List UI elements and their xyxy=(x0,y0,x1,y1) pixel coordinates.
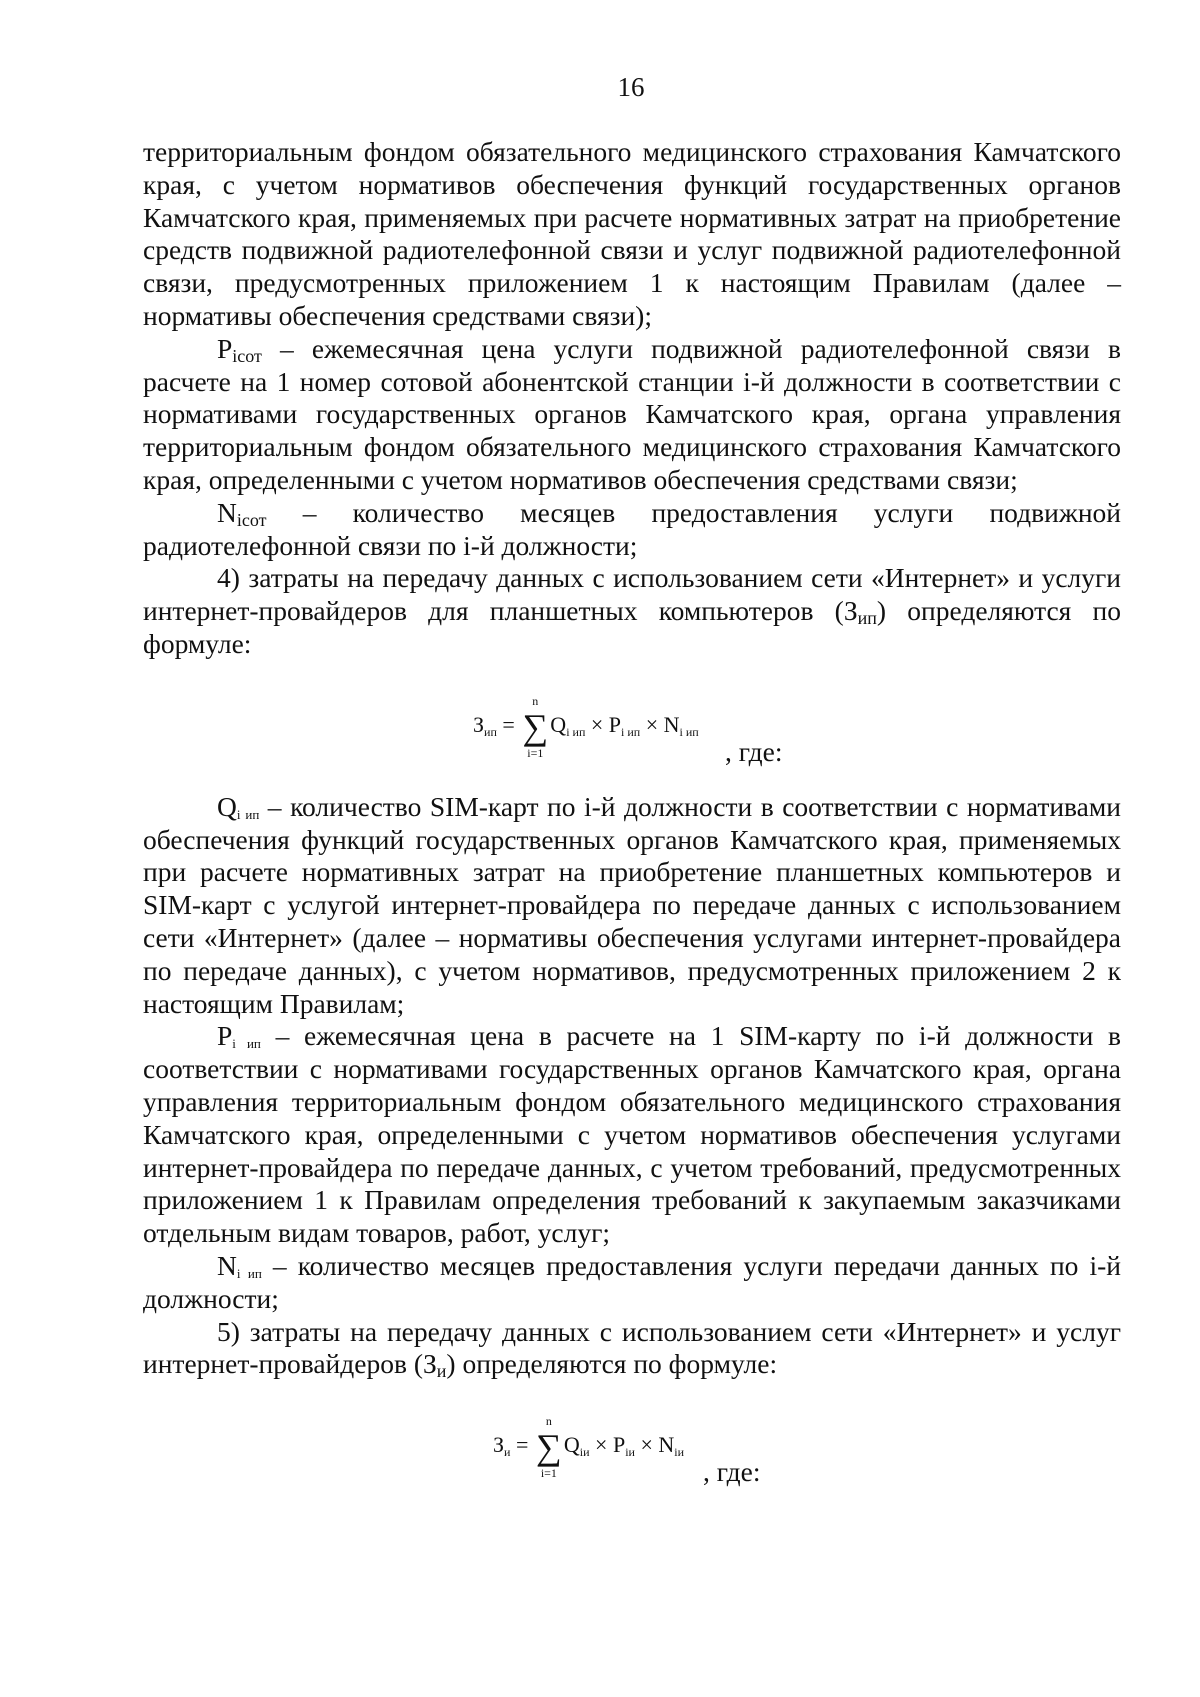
paragraph-text: 5) затраты на передачу данных с использованием сети «Интернет» и услуг интернет-провайдеров (З xyxy=(143,1315,1121,1380)
symbol-p: P xyxy=(217,332,233,364)
paragraph-text: ) определяются по формуле: xyxy=(446,1348,778,1380)
formula-equals: = xyxy=(502,711,515,737)
symbol-subscript: ип xyxy=(857,608,877,629)
paragraph-text: – количество месяцев предоставления услуги подвижной радиотелефонной связи по i-й должности; xyxy=(143,496,1121,561)
sum-upper-limit: n xyxy=(545,1414,552,1429)
formula-zi xyxy=(493,1414,685,1481)
symbol-q: Q xyxy=(217,790,237,822)
symbol-subscript: icот xyxy=(236,509,267,530)
formula-suffix: , где: xyxy=(725,735,783,767)
symbol-p: P xyxy=(217,1020,233,1052)
symbol-subscript: i ип xyxy=(236,806,260,822)
formula-times: × xyxy=(640,1432,653,1458)
page-number: 16 xyxy=(617,72,645,102)
paragraph-text: 4) затраты на передачу данных с использованием сети «Интернет» и услуги интернет-провайдеров для планшетных компьютеров (З xyxy=(143,562,1121,627)
formula-n: N xyxy=(658,1432,675,1458)
sigma-symbol: ∑ xyxy=(522,706,549,747)
sigma-symbol: ∑ xyxy=(536,1427,562,1468)
formula-p-sub: iи xyxy=(625,1445,635,1460)
sum-lower-limit: i=1 xyxy=(527,745,544,760)
formula-lhs-sub: и xyxy=(504,1445,511,1460)
paragraph-item-5 xyxy=(143,1316,1121,1382)
formula-zip xyxy=(473,693,699,760)
symbol-subscript: icот xyxy=(232,345,262,366)
symbol-subscript: i ип xyxy=(232,1036,261,1052)
paragraph-q-iip xyxy=(143,791,1121,1021)
formula-block-1 xyxy=(143,661,1121,791)
sum-upper-limit: n xyxy=(532,693,539,708)
formula-times: × xyxy=(590,711,604,737)
paragraph-text: – ежемесячная цена услуги подвижной радиотелефонной связи в расчете на 1 номер сотовой абонентской станции i-й должности в соответствии с нормативами государственных органов Камчатского края, органа управления территориальным фондом обязательного медицинского страхования Камчатского края, определенными с учетом нормативов обеспечения средствами связи; xyxy=(143,332,1121,495)
paragraph-item-4 xyxy=(143,562,1121,660)
symbol-n: N xyxy=(217,496,237,528)
formula-n: N xyxy=(663,711,680,737)
paragraph-text: – ежемесячная цена в расчете на 1 SIM-карту по i-й должности в соответствии с нормативами государственных органов Камчатского края, органа управления территориальным фондом обязательного медицинского страхования Камчатского края, определенными с учетом нормативов обеспечения услугами интернет-провайдера по передаче данных, с учетом требований, предусмотренных приложением 1 к Правилам определения требований к закупаемым заказчиками отдельным видам товаров, работ, услуг; xyxy=(143,1020,1121,1249)
paragraph-text: ) определяются по формуле: xyxy=(143,595,1121,659)
formula-q-sub: iи xyxy=(579,1445,590,1460)
symbol-n: N xyxy=(217,1249,237,1281)
sigma-operator xyxy=(536,1414,562,1481)
symbol-subscript: и xyxy=(436,1361,447,1382)
formula-p-sub: i ип xyxy=(621,724,641,739)
formula-equals: = xyxy=(515,1432,529,1458)
paragraph-p-iip xyxy=(143,1020,1121,1250)
formula-block-2 xyxy=(143,1381,1121,1511)
formula-lhs-sub: ип xyxy=(484,724,497,739)
formula-q: Q xyxy=(550,711,567,737)
symbol-subscript: i ип xyxy=(236,1265,262,1281)
paragraph-text: – количество месяцев предоставления услуги передачи данных по i-й должности; xyxy=(143,1249,1121,1314)
formula-n-sub: iи xyxy=(674,1445,685,1460)
document-body xyxy=(143,136,1121,1511)
formula-q: Q xyxy=(563,1432,580,1458)
formula-q-sub: i ип xyxy=(566,724,586,739)
formula-suffix: , где: xyxy=(703,1456,761,1488)
paragraph-p-icot xyxy=(143,333,1121,497)
formula-times: × xyxy=(595,1432,608,1458)
formula-lhs: З xyxy=(473,711,485,737)
sum-lower-limit: i=1 xyxy=(540,1466,557,1481)
sigma-operator xyxy=(522,693,549,760)
paragraph-n-icot xyxy=(143,497,1121,563)
paragraph-text: – количество SIM-карт по i-й должности в соответствии с нормативами обеспечения функций государственных органов Камчатского края, применяемых при расчете нормативных затрат на приобретение планшетных компьютеров и SIM-карт с услугой интернет-провайдера по передаче данных с использованием сети «Интернет» (далее – нормативы обеспечения услугами интернет-провайдера по передаче данных), с учетом нормативов, предусмотренных приложением 2 к настоящим Правилам; xyxy=(143,790,1122,1019)
formula-p: P xyxy=(612,1432,626,1458)
formula-n-sub: i ип xyxy=(679,724,699,739)
formula-p: P xyxy=(608,711,622,737)
formula-lhs: З xyxy=(493,1432,505,1458)
formula-times: × xyxy=(645,711,659,737)
paragraph-n-iip xyxy=(143,1250,1121,1316)
paragraph-continuation: территориальным фондом обязательного медицинского страхования Камчатского края, с учетом нормативов обеспечения функций государственных органов Камчатского края, применяемых при расчете нормативных затрат на приобретение средств подвижной радиотелефонной связи и услуг подвижной радиотелефонной связи, предусмотренных приложением 1 к настоящим Правилам (далее – нормативы обеспечения средствами связи); xyxy=(143,136,1121,331)
